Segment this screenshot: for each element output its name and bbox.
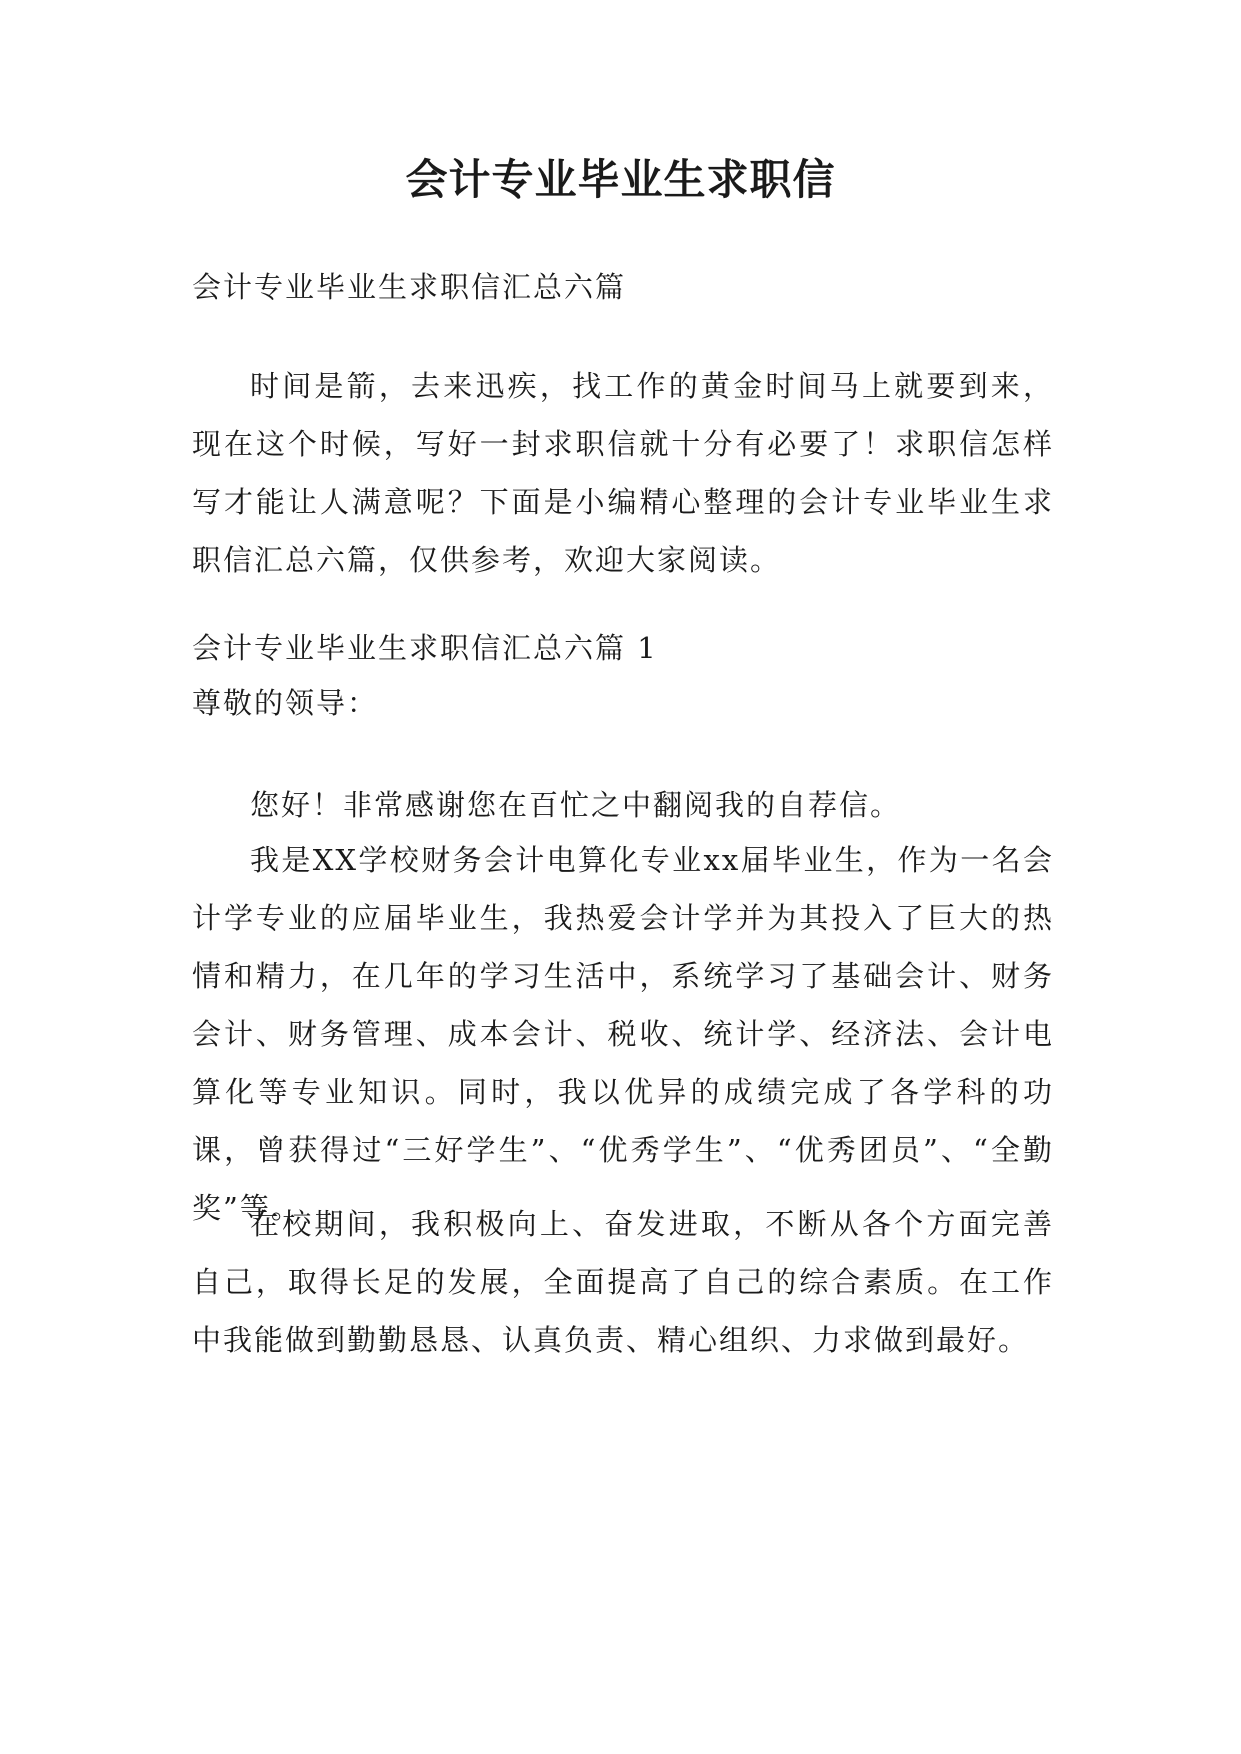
section-heading: 会计专业毕业生求职信汇总六篇 1 — [192, 631, 658, 665]
body-paragraph-2: 我是XX学校财务会计电算化专业xx届毕业生，作为一名会计学专业的应届毕业生，我热爱会计学并为其投入了巨大的热情和精力，在几年的学习生活中，系统学习了基础会计、财务会计、财务管理、成本会计、税收、统计学、经济法、会计电算化等专业知识。同时，我以优异的成绩完成了各学科的功课，曾获得过“三好学生”、“优秀学生”、“优秀团员”、“全勤奖”等。 — [192, 843, 1054, 1225]
document-subtitle: 会计专业毕业生求职信汇总六篇 — [192, 270, 627, 304]
body-paragraph-1: 您好！非常感谢您在百忙之中翻阅我的自荐信。 — [250, 788, 902, 822]
intro-paragraph: 时间是箭，去来迅疾，找工作的黄金时间马上就要到来，现在这个时候，写好一封求职信就十分有必要了！求职信怎样写才能让人满意呢？下面是小编精心整理的会计专业毕业生求职信汇总六篇，仅供参考，欢迎大家阅读。 — [192, 369, 1054, 577]
body-paragraph-3: 在校期间，我积极向上、奋发进取，不断从各个方面完善自己，取得长足的发展，全面提高了自己的综合素质。在工作中我能做到勤勤恳恳、认真负责、精心组织、力求做到最好。 — [192, 1207, 1054, 1357]
document-title: 会计专业毕业生求职信 — [405, 155, 836, 204]
salutation: 尊敬的领导： — [192, 686, 379, 720]
